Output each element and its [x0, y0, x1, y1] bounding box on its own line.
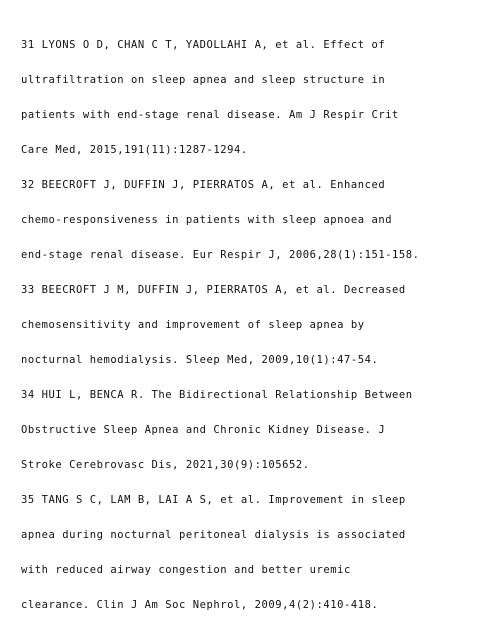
reference-line: 35 TANG S C, LAM B, LAI A S, et al. Improvement in sleep — [21, 494, 406, 506]
reference-31 — [21, 31, 466, 171]
reference-line: 31 LYONS O D, CHAN C T, YADOLLAHI A, et al. Effect of — [21, 39, 386, 51]
reference-line: clearance. Clin J Am Soc Nephrol, 2009,4(2):410-418. — [21, 599, 379, 611]
reference-line: chemo-responsiveness in patients with sleep apnoea and — [21, 214, 393, 226]
reference-33 — [21, 276, 466, 381]
reference-line: Obstructive Sleep Apnea and Chronic Kidney Disease. J — [21, 424, 386, 436]
reference-line: patients with end-stage renal disease. Am J Respir Crit — [21, 109, 399, 121]
reference-line: ultrafiltration on sleep apnea and sleep structure in — [21, 74, 386, 86]
reference-34 — [21, 381, 466, 486]
reference-line: 33 BEECROFT J M, DUFFIN J, PIERRATOS A, et al. Decreased — [21, 284, 406, 296]
reference-32 — [21, 171, 466, 276]
reference-line: Stroke Cerebrovasc Dis, 2021,30(9):105652. — [21, 459, 310, 471]
reference-line: apnea during nocturnal peritoneal dialysis is associated — [21, 529, 406, 541]
reference-line: with reduced airway congestion and better uremic — [21, 564, 351, 576]
reference-35 — [21, 486, 466, 626]
reference-line: chemosensitivity and improvement of sleep apnea by — [21, 319, 365, 331]
reference-list — [21, 31, 466, 626]
reference-line: Care Med, 2015,191(11):1287-1294. — [21, 144, 248, 156]
reference-line: 32 BEECROFT J, DUFFIN J, PIERRATOS A, et al. Enhanced — [21, 179, 386, 191]
reference-line: 34 HUI L, BENCA R. The Bidirectional Relationship Between — [21, 389, 413, 401]
reference-line: end-stage renal disease. Eur Respir J, 2006,28(1):151-158. — [21, 249, 420, 261]
reference-line: nocturnal hemodialysis. Sleep Med, 2009,10(1):47-54. — [21, 354, 379, 366]
